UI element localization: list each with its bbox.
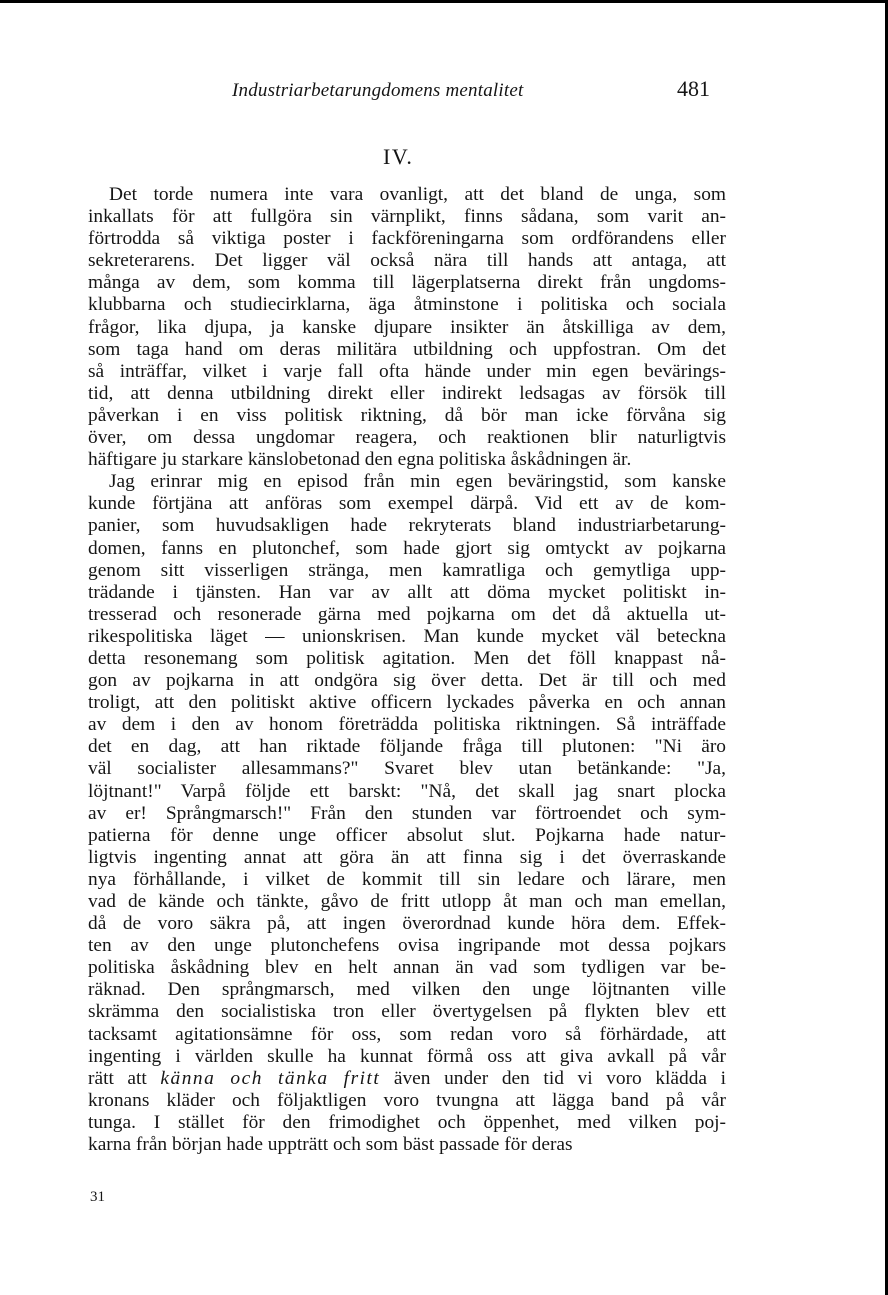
text-line: över, om dessa ungdomar reagera, och reaktionen blir naturligtvis [88,427,726,449]
text-segment: rätt att [88,1067,161,1089]
text-line: Det torde numera inte vara ovanligt, att det bland de unga, som [109,184,726,205]
text-line: av dem i den av honom företrädda politiska riktningen. Så inträffade [88,714,726,736]
printer-signature-mark: 31 [90,1189,105,1205]
text-line: politiska åskådning blev en helt annan än vad som tydligen var be- [88,957,726,979]
text-line: nya förhållande, i vilket de kommit till sin ledare och lärare, men [88,868,726,890]
text-line: löjtnant!" Varpå följde ett barskt: "Nå, det skall jag snart plocka [88,780,726,802]
text-line: påverkan i en viss politisk riktning, då bör man icke förvåna sig [88,404,726,426]
running-title: Industriarbetarungdomens mentalitet [232,80,524,101]
text-line: gon av pojkarna in att ondgöra sig över detta. Det är till och med [88,670,726,692]
text-line: tunga. I stället för den frimodighet och öppenhet, med vilken poj- [88,1111,726,1133]
text-line: kronans kläder och följaktligen voro tvungna att lägga band på vår [88,1089,726,1111]
text-line: rikespolitiska läget — unionskrisen. Man kunde mycket väl beteckna [88,625,726,647]
text-line: av er! Språngmarsch!" Från den stunden var förtroendet och sym- [88,802,726,824]
text-line: väl socialister allesammans?" Svaret blev utan betänkande: "Ja, [88,758,726,780]
section-heading: IV. [383,144,414,169]
text-line: så inträffar, vilket i varje fall ofta hände under min egen bevärings- [88,360,726,382]
scan-border-top [0,0,888,3]
text-line: panier, som huvudsakligen hade rekryterats bland industriarbetarung- [88,515,726,537]
text-line: sekreterarens. Det ligger väl också nära till hands att antaga, att [88,250,726,272]
text-line: inkallats för att fullgöra sin värnplikt, finns sådana, som varit an- [88,206,726,228]
text-line: domen, fanns en plutonchef, som hade gjort sig omtyckt av pojkarna [88,537,726,559]
text-line: klubbarna och studiecirklarna, äga åtminstone i politiska och sociala [88,294,726,316]
text-line: förtrodda så viktiga poster i fackföreningarna som ordförandens eller [88,228,726,250]
page-number: 481 [677,76,710,101]
text-line: genom sitt visserligen stränga, men kamratliga och gemytliga upp- [88,559,726,581]
text-segment: även under den tid vi voro klädda i [380,1067,726,1089]
text-line: som taga hand om deras militära utbildning och uppfostran. Om det [88,338,726,360]
text-line: patierna för denne unge officer absolut slut. Pojkarna hade natur- [88,824,726,846]
text-line: ingenting i världen skulle ha kunnat förmå oss att giva avkall på vår [88,1045,726,1067]
text-line: frågor, lika djupa, ja kanske djupare insikter än åtskilliga av dem, [88,316,726,338]
text-line: tid, att denna utbildning direkt eller indirekt ledsagas av försök till [88,382,726,404]
text-line: ten av den unge plutonchefens ovisa ingripande mot dessa pojkars [88,935,726,957]
text-line: vad de kände och tänkte, gåvo de fritt utlopp åt man och man emellan, [88,891,726,912]
text-line: karna från början hade uppträtt och som bäst passade för deras [88,1134,573,1156]
text-line: det en dag, att han riktade följande fråga till plutonen: "Ni äro [88,736,726,758]
text-line: skrämma den socialistiska tron eller övertygelsen på flykten blev ett [88,1001,726,1023]
text-line: Jag erinrar mig en episod från min egen beväringstid, som kanske [109,471,726,493]
text-line: då de voro säkra på, att ingen överordnad kunde höra dem. Effek- [88,913,726,935]
text-line: räknad. Den språngmarsch, med vilken den unge löjtnanten ville [88,979,726,1001]
text-line: detta resonemang som politisk agitation. Men det föll knappast nå- [88,647,726,669]
text-line: kunde förtjäna att anföras som exempel därpå. Vid ett av de kom- [88,493,726,515]
text-line: många av dem, som komma till lägerplatserna direkt från ungdoms- [88,272,726,294]
body-text [88,184,726,1156]
text-line: ligtvis ingenting annat att göra än att finna sig i det överraskande [88,846,726,868]
emphasized-phrase: känna och tänka fritt [160,1067,381,1089]
text-line [88,1068,726,1090]
text-line: tresserad och resonerade gärna med pojkarna om det då aktuella ut- [88,603,726,625]
text-line: troligt, att den politiskt aktive officern lyckades påverka en och annan [88,692,726,714]
text-line: trädande i tjänsten. Han var av allt att döma mycket politiskt in- [88,581,726,603]
text-line: häftigare ju starkare känslobetonad den egna politiska åskådningen är. [88,449,632,471]
text-line: tacksamt agitationsämne för oss, som redan voro så förhärdade, att [88,1023,726,1045]
